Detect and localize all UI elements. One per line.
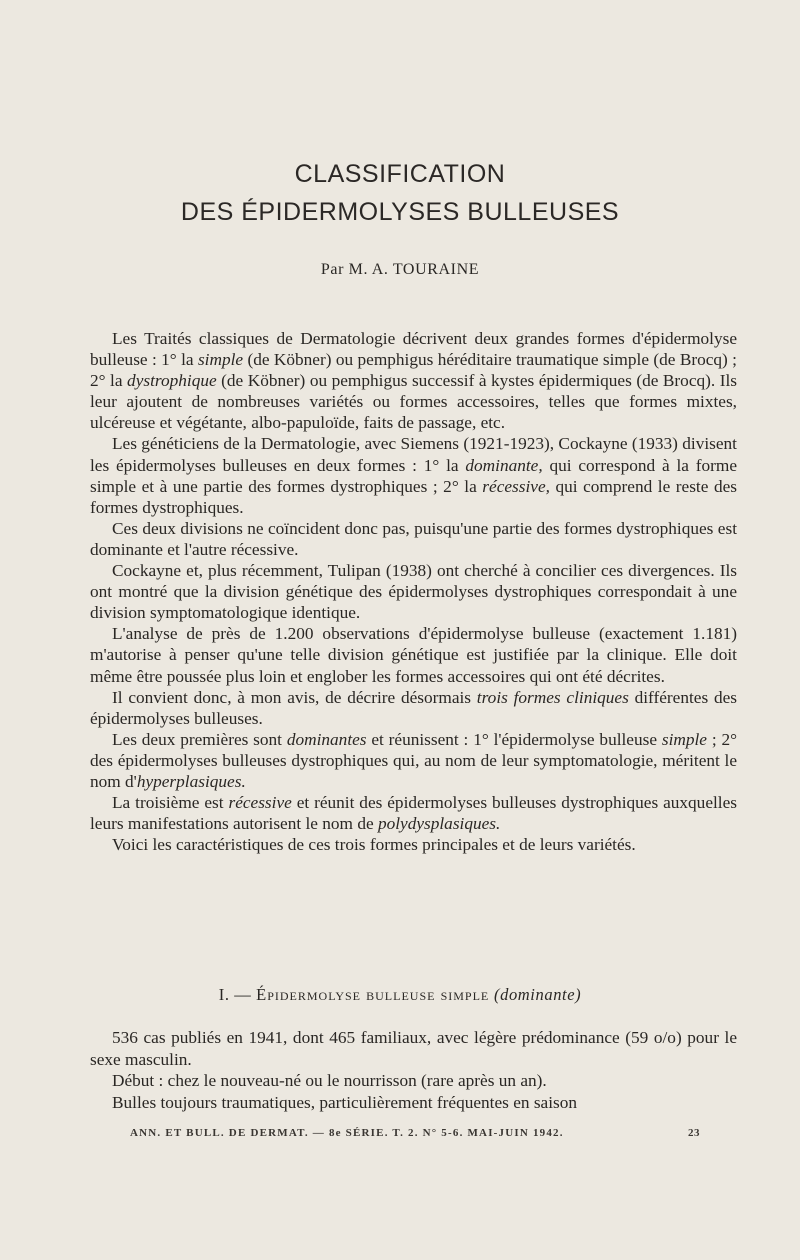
title-line-1: CLASSIFICATION (294, 160, 506, 188)
author-byline: Par M. A. TOURAINE (320, 261, 480, 278)
section-qualifier: (dominante) (494, 985, 582, 1004)
paragraph-4: Cockayne et, plus récemment, Tulipan (1938) ont cherché à concilier ces divergences. Ils ont montré que la division génétique des épidermolyses dystrophiques correspondait à une division symptomatologique identique. (90, 561, 737, 623)
paragraph-8: La troisième est récessive et réunit des épidermolyses bulleuses dystrophiques auxquelles leurs manifestations autorisent le nom de polydysplasiques. (90, 793, 737, 834)
paragraph-3: Ces deux divisions ne coïncident donc pas, puisqu'une partie des formes dystrophiques est dominante et l'autre récessive. (90, 518, 737, 559)
paragraph-2: Les généticiens de la Dermatologie, avec Siemens (1921-1923), Cockayne (1933) divisent les épidermolyses bulleuses en deux formes : 1° la dominante, qui correspond à la forme simple et à une partie des formes dystrophiques ; 2° la récessive, qui comprend le reste des formes dystrophiques. (90, 434, 737, 517)
journal-reference: ANN. ET BULL. DE DERMAT. — 8e SÉRIE. T. 2. N° 5-6. MAI-JUIN 1942. (130, 1127, 564, 1139)
running-footer (130, 1127, 700, 1139)
section-paragraph-1: 536 cas publiés en 1941, dont 465 familiaux, avec légère prédominance (59 o/o) pour le sexe masculin. (90, 1028, 737, 1069)
section-paragraph-2: Début : chez le nouveau-né ou le nourrisson (rare après un an). (112, 1071, 547, 1090)
title-line-2: DES ÉPIDERMOLYSES BULLEUSES (180, 198, 620, 226)
page-number: 23 (688, 1127, 700, 1139)
body-text (90, 328, 737, 855)
section-paragraph-3: Bulles toujours traumatiques, particulièrement fréquentes en saison (112, 1092, 578, 1112)
section-title: Épidermolyse bulleuse simple (256, 985, 490, 1004)
paragraph-6: Il convient donc, à mon avis, de décrire désormais trois formes cliniques différentes des épidermolyses bulleuses. (90, 687, 737, 728)
section-body (90, 1027, 737, 1113)
section-number: I. — (218, 985, 252, 1004)
paragraph-1: Les Traités classiques de Dermatologie décrivent deux grandes formes d'épidermolyse bulleuse : 1° la simple (de Köbner) ou pemphigus héréditaire traumatique simple (de Brocq) ; 2° la dystrophique (de Köbner) ou pemphigus successif à kystes épidermiques (de Brocq). Ils leur ajoutent de nombreuses variétés ou formes accessoires, telles que formes mixtes, ulcéreuse et végétante, albo-papuloïde, faits de passage, etc. (90, 329, 737, 433)
paragraph-5: L'analyse de près de 1.200 observations d'épidermolyse bulleuse (exactement 1.181) m'autorise à penser qu'une telle division génétique est justifiée par la clinique. Elle doit même être poussée plus loin et englober les formes accessoires qui ont été décrites. (90, 624, 737, 686)
paragraph-9: Voici les caractéristiques de ces trois formes principales et de leurs variétés. (112, 835, 636, 855)
paragraph-7: Les deux premières sont dominantes et réunissent : 1° l'épidermolyse bulleuse simple ; 2° des épidermolyses bulleuses dystrophiques qui, au nom de leur symptomatologie, méritent le nom d'hyperplasiques. (90, 729, 738, 791)
section-heading (0, 985, 800, 1005)
